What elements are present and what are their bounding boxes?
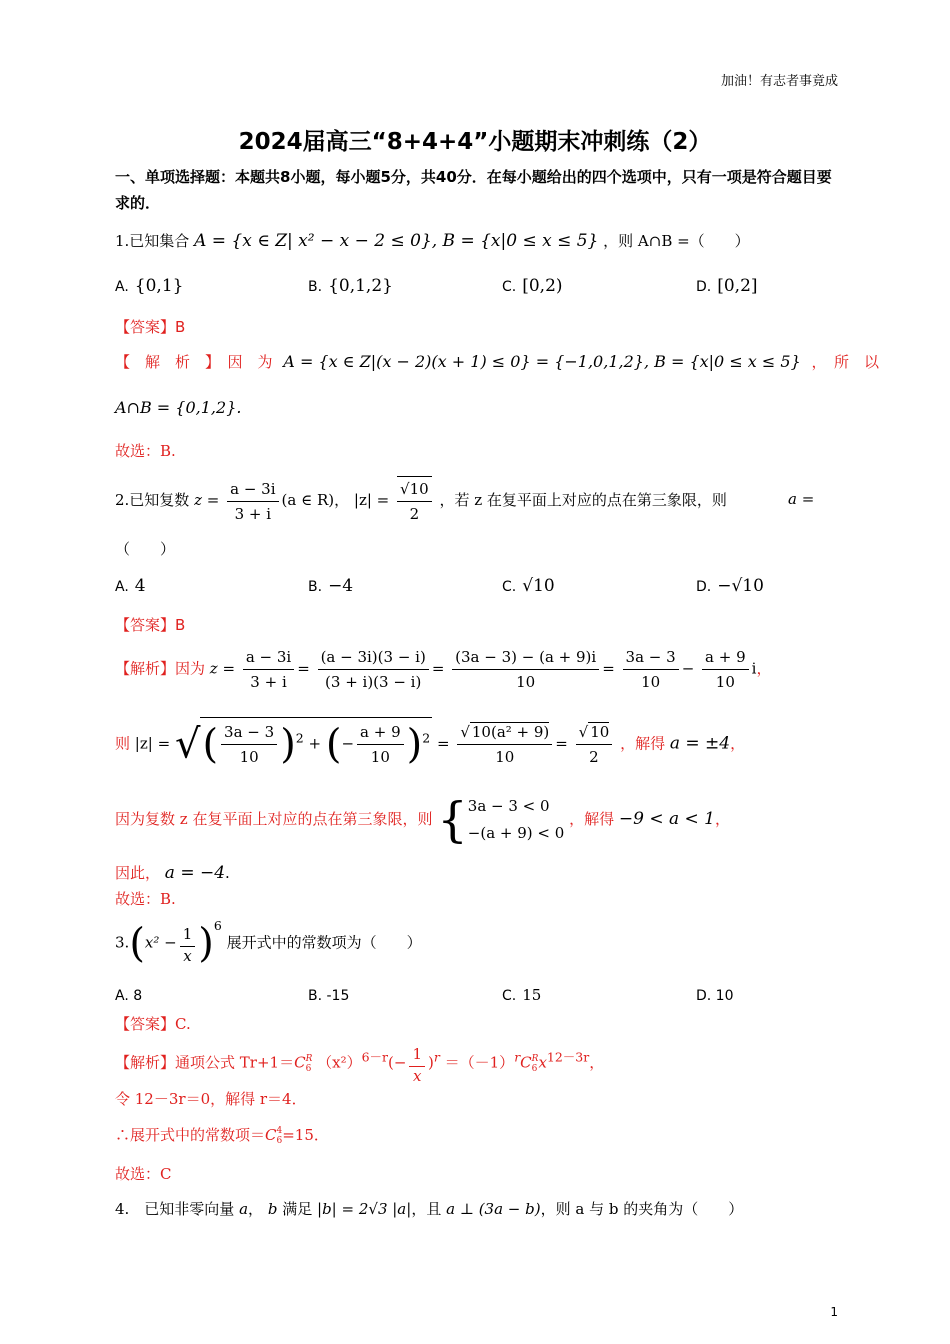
q2-solution-step4: 因此， a = −4. [115, 863, 230, 883]
question-2: 2.已知复数 z = $\frac{a - 3i}{3 + i}$ (a ∈ R)， |z| = $\frac{√10}{2}$ ，若 z 在复平面上对应的点在第三象限，则 [115, 476, 727, 526]
q1-option-a: A. {0,1} [115, 276, 184, 296]
q2-option-d: D. −√10 [696, 576, 764, 596]
page-title: 2024届高三“8+4+4”小题期末冲刺练（2） [238, 129, 712, 155]
q1-option-c: C. [0,2) [502, 276, 563, 296]
q3-option-d: D. 10 [696, 988, 734, 1004]
q2-paren: （ ） [115, 540, 176, 558]
section-heading: 一、单项选择题：本题共8小题，每小题5分，共40分．在每小题给出的四个选项中，只有一项是符合题目要求的． [115, 168, 832, 212]
question-1 [115, 230, 750, 251]
question-3: 3.(x² − $\frac{1}{x}$ )$^6$ 展开式中的常数项为（ ） [115, 917, 422, 967]
q2-option-c: C. √10 [502, 576, 555, 596]
q3-option-b: B. -15 [308, 988, 350, 1004]
q3-option-a: A. 8 [115, 988, 143, 1004]
q1-sets: A = {x ∈ Z| x² − x − 2 ≤ 0}, B = {x|0 ≤ x ≤ 5} [194, 231, 599, 251]
q2-answer: 【答案】B [115, 616, 186, 634]
q2-solution-step3: 因为复数 z 在复平面上对应的点在第三象限，则 { 3a − 3 < 0 −(a + 9) < 0 ，解得 −9 < a < 1， [115, 792, 731, 848]
page-number: 1 [830, 1305, 838, 1319]
q1-lead: 1.已知集合 [115, 232, 190, 250]
q2-option-a: A. 4 [115, 576, 146, 596]
q2-option-b: B. −4 [308, 576, 354, 596]
q1-choose: 故选：B. [115, 442, 176, 460]
q3-analysis-2: 令 12－3r＝0，解得 r＝4． [115, 1090, 307, 1108]
q1-tail: ，则 A∩B =（ ） [603, 232, 750, 250]
q1-analysis: 【 解 析 】 因 为 A = {x ∈ Z|(x − 2)(x + 1) ≤ 0} = {−1,0,1,2}, B = {x|0 ≤ x ≤ 5} ， 所 以 [115, 352, 880, 371]
question-4: 4. 已知非零向量 a， b 满足 |b| = 2√3 |a|，且 a ⊥ (3a − b)，则 a 与 b 的夹角为（ ） [115, 1200, 744, 1218]
q1-result: A∩B = {0,1,2}. [115, 398, 242, 417]
q2-solution-step1: 【解析】因为 z = $\frac{a - 3i}{3 + i}$ = $\frac{(a - 3i)(3 - i)}{(3 + i)(3 - i)}$ = $\frac{(3a - 3) - (a + 9)i}{10}$ = $\frac{3a - 3}{10}$ − $\frac{a + 9}{10}$ i， [115, 645, 771, 694]
q3-answer: 【答案】C. [115, 1015, 191, 1033]
q1-answer: 【答案】B [115, 318, 186, 336]
q2-ask: a = [788, 490, 815, 508]
q2-solution-step2: 则 |z| = √( $\frac{3a - 3}{10}$ )$^2$ + (− $\frac{a + 9}{10}$ )$^2$ = $\frac{\text{√ 10(a² + 9)}}{10}$ = $\frac{√ 10}{2}$ ，解得 a = ±4， [115, 717, 745, 769]
q3-option-c: C. 15 [502, 986, 542, 1004]
q3-choose: 故选：C [115, 1165, 172, 1183]
q2-choose: 故选：B. [115, 890, 176, 908]
q3-analysis-3: ∴展开式中的常数项＝C 4 6 =15． [115, 1126, 329, 1146]
q3-analysis-1: 【解析】通项公式 Tr+1＝C R 6 $(x^2)^{6-r}(-$ $\frac{1}{x}$ )$^r =(-1)^rC$ R 6 $x^{12-3r}$， [115, 1042, 604, 1085]
header-motto: 加油！有志者事竟成 [720, 74, 838, 89]
q1-option-b: B. {0,1,2} [308, 276, 393, 296]
q1-option-d: D. [0,2] [696, 276, 758, 296]
